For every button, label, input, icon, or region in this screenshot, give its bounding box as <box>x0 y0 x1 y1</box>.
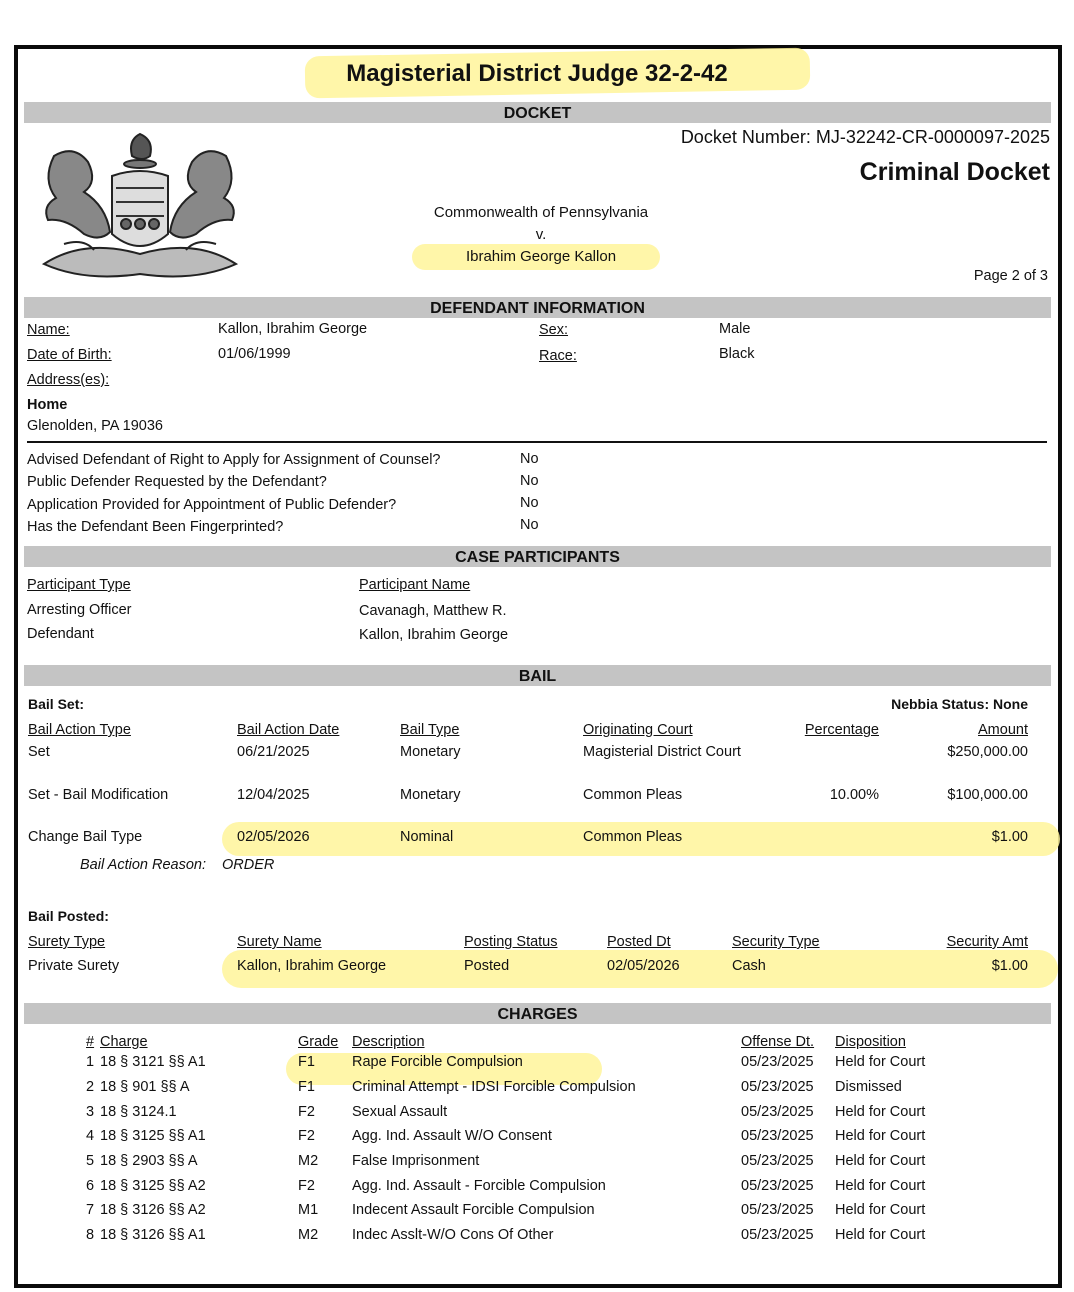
charge-description: False Imprisonment <box>352 1153 480 1169</box>
participant-name: Kallon, Ibrahim George <box>359 627 509 643</box>
charge-description: Indecent Assault Forcible Compulsion <box>352 1202 595 1218</box>
offense-date-header: Offense Dt. <box>741 1034 815 1050</box>
charge-statute: 18 § 3126 §§ A2 <box>100 1202 206 1218</box>
answer-public-defender: No <box>520 473 539 489</box>
charge-statute: 18 § 3125 §§ A2 <box>100 1178 206 1194</box>
security-amount: $1.00 <box>991 958 1028 974</box>
charge-grade: F2 <box>298 1104 315 1120</box>
question-application: Application Provided for Appointment of Public Defender? <box>27 497 397 513</box>
charge-description: Sexual Assault <box>352 1104 448 1120</box>
question-counsel: Advised Defendant of Right to Apply for Assignment of Counsel? <box>27 452 441 468</box>
originating-court: Common Pleas <box>583 829 683 845</box>
charge-number: 4 <box>86 1128 95 1144</box>
page-indicator: Page 2 of 3 <box>973 268 1048 284</box>
surety-name-header: Surety Name <box>237 934 322 950</box>
charge-offense-date: 05/23/2025 <box>741 1227 814 1243</box>
participant-type: Arresting Officer <box>27 602 132 618</box>
bail-posted-label: Bail Posted: <box>28 908 109 924</box>
amount-header: Amount <box>978 722 1028 738</box>
surety-type: Private Surety <box>28 958 120 974</box>
charge-statute: 18 § 3126 §§ A1 <box>100 1227 206 1243</box>
charge-disposition: Held for Court <box>835 1202 926 1218</box>
participant-name-header: Participant Name <box>359 577 471 593</box>
charge-offense-date: 05/23/2025 <box>741 1153 814 1169</box>
answer-application: No <box>520 495 539 511</box>
posted-date-header: Posted Dt <box>607 934 671 950</box>
address-value: Glenolden, PA 19036 <box>27 418 163 434</box>
dob-label: Date of Birth: <box>27 347 112 363</box>
charge-disposition: Held for Court <box>835 1153 926 1169</box>
charge-disposition: Held for Court <box>835 1227 926 1243</box>
charge-description: Rape Forcible Compulsion <box>352 1054 523 1070</box>
bail-action-type-header: Bail Action Type <box>28 722 131 738</box>
security-type: Cash <box>732 958 766 974</box>
originating-court: Magisterial District Court <box>583 744 741 760</box>
charge-disposition: Held for Court <box>835 1128 926 1144</box>
address-type: Home <box>27 397 68 413</box>
posting-status-header: Posting Status <box>464 934 558 950</box>
charge-disposition: Dismissed <box>835 1079 902 1095</box>
question-public-defender: Public Defender Requested by the Defendant? <box>27 474 327 490</box>
charge-offense-date: 05/23/2025 <box>741 1128 814 1144</box>
bail-type: Nominal <box>400 829 454 845</box>
posting-status: Posted <box>464 958 510 974</box>
charge-statute: 18 § 3121 §§ A1 <box>100 1054 206 1070</box>
charge-grade: F1 <box>298 1079 315 1095</box>
charge-description: Criminal Attempt - IDSI Forcible Compulsion <box>352 1079 636 1095</box>
description-header: Description <box>352 1034 425 1050</box>
charge-number: 7 <box>86 1202 95 1218</box>
case-plaintiff: Commonwealth of Pennsylvania <box>433 204 649 221</box>
charge-statute: 18 § 2903 §§ A <box>100 1153 198 1169</box>
charge-number: 3 <box>86 1104 95 1120</box>
charge-offense-date: 05/23/2025 <box>741 1202 814 1218</box>
charge-statute: 18 § 3124.1 <box>100 1104 177 1120</box>
bail-percentage: 10.00% <box>829 787 879 803</box>
charge-offense-date: 05/23/2025 <box>741 1054 814 1070</box>
bail-action-date-header: Bail Action Date <box>237 722 340 738</box>
answer-fingerprinted: No <box>520 517 539 533</box>
surety-name: Kallon, Ibrahim George <box>237 958 387 974</box>
charge-grade: F2 <box>298 1178 315 1194</box>
charge-grade: F1 <box>298 1054 315 1070</box>
grade-header: Grade <box>298 1034 339 1050</box>
posted-date: 02/05/2026 <box>607 958 680 974</box>
bail-action-reason-value: ORDER <box>222 857 275 873</box>
charge-statute: 18 § 901 §§ A <box>100 1079 190 1095</box>
participant-type-header: Participant Type <box>27 577 131 593</box>
originating-court-header: Originating Court <box>583 722 693 738</box>
case-versus: v. <box>535 226 547 243</box>
charge-description: Agg. Ind. Assault W/O Consent <box>352 1128 552 1144</box>
bail-action-type: Change Bail Type <box>28 829 143 845</box>
originating-court: Common Pleas <box>583 787 683 803</box>
nebbia-status: Nebbia Status: None <box>891 696 1028 712</box>
charge-number: 1 <box>86 1054 95 1070</box>
charges-bar: CHARGES <box>24 1003 1051 1024</box>
address-label: Address(es): <box>27 372 110 388</box>
bail-action-date: 06/21/2025 <box>237 744 310 760</box>
percentage-header: Percentage <box>804 722 879 738</box>
surety-type-header: Surety Type <box>28 934 106 950</box>
docket-number: Docket Number: MJ-32242-CR-0000097-2025 <box>680 127 1050 147</box>
charge-disposition: Held for Court <box>835 1104 926 1120</box>
bail-bar: BAIL <box>24 665 1051 686</box>
charge-grade: M2 <box>298 1153 319 1169</box>
charge-number: 6 <box>86 1178 95 1194</box>
docket-type: Criminal Docket <box>859 158 1050 186</box>
disposition-header: Disposition <box>835 1034 906 1050</box>
sex-value: Male <box>719 321 751 337</box>
question-fingerprinted: Has the Defendant Been Fingerprinted? <box>27 519 284 535</box>
charge-offense-date: 05/23/2025 <box>741 1178 814 1194</box>
bail-amount: $100,000.00 <box>947 787 1028 803</box>
defendant-info-bar: DEFENDANT INFORMATION <box>24 297 1051 318</box>
charge-number-header: # <box>86 1034 95 1050</box>
name-label: Name: <box>27 322 70 338</box>
charge-disposition: Held for Court <box>835 1178 926 1194</box>
security-type-header: Security Type <box>732 934 820 950</box>
dob-value: 01/06/1999 <box>218 346 291 362</box>
bail-type: Monetary <box>400 744 461 760</box>
name-value: Kallon, Ibrahim George <box>218 321 368 337</box>
bail-set-label: Bail Set: <box>28 696 85 712</box>
charge-description: Indec Asslt-W/O Cons Of Other <box>352 1227 554 1243</box>
charge-offense-date: 05/23/2025 <box>741 1079 814 1095</box>
charge-offense-date: 05/23/2025 <box>741 1104 814 1120</box>
bail-amount: $250,000.00 <box>947 744 1028 760</box>
court-title: Magisterial District Judge 32-2-42 <box>346 60 728 87</box>
bail-action-date: 02/05/2026 <box>237 829 310 845</box>
charge-grade: M2 <box>298 1227 319 1243</box>
race-value: Black <box>719 346 755 362</box>
charge-disposition: Held for Court <box>835 1054 926 1070</box>
answer-counsel: No <box>520 451 539 467</box>
bail-action-date: 12/04/2025 <box>237 787 310 803</box>
charge-grade: F2 <box>298 1128 315 1144</box>
participant-name: Cavanagh, Matthew R. <box>359 603 507 619</box>
charge-header: Charge <box>100 1034 148 1050</box>
bail-action-reason-label: Bail Action Reason: <box>80 857 207 873</box>
bail-type-header: Bail Type <box>400 722 460 738</box>
participant-type: Defendant <box>27 626 94 642</box>
charge-number: 5 <box>86 1153 95 1169</box>
charge-number: 8 <box>86 1227 95 1243</box>
address-divider <box>27 441 1047 443</box>
case-defendant: Ibrahim George Kallon <box>465 248 617 265</box>
docket-section-bar: DOCKET <box>24 102 1051 123</box>
sex-label: Sex: <box>539 322 569 338</box>
bail-type: Monetary <box>400 787 461 803</box>
charge-description: Agg. Ind. Assault - Forcible Compulsion <box>352 1178 606 1194</box>
bail-action-type: Set - Bail Modification <box>28 787 169 803</box>
race-label: Race: <box>539 348 577 364</box>
pennsylvania-seal-icon <box>24 126 256 292</box>
charge-statute: 18 § 3125 §§ A1 <box>100 1128 206 1144</box>
case-participants-bar: CASE PARTICIPANTS <box>24 546 1051 567</box>
charge-grade: M1 <box>298 1202 319 1218</box>
bail-amount: $1.00 <box>991 829 1028 845</box>
bail-action-type: Set <box>28 744 50 760</box>
security-amount-header: Security Amt <box>946 934 1028 950</box>
charge-number: 2 <box>86 1079 95 1095</box>
